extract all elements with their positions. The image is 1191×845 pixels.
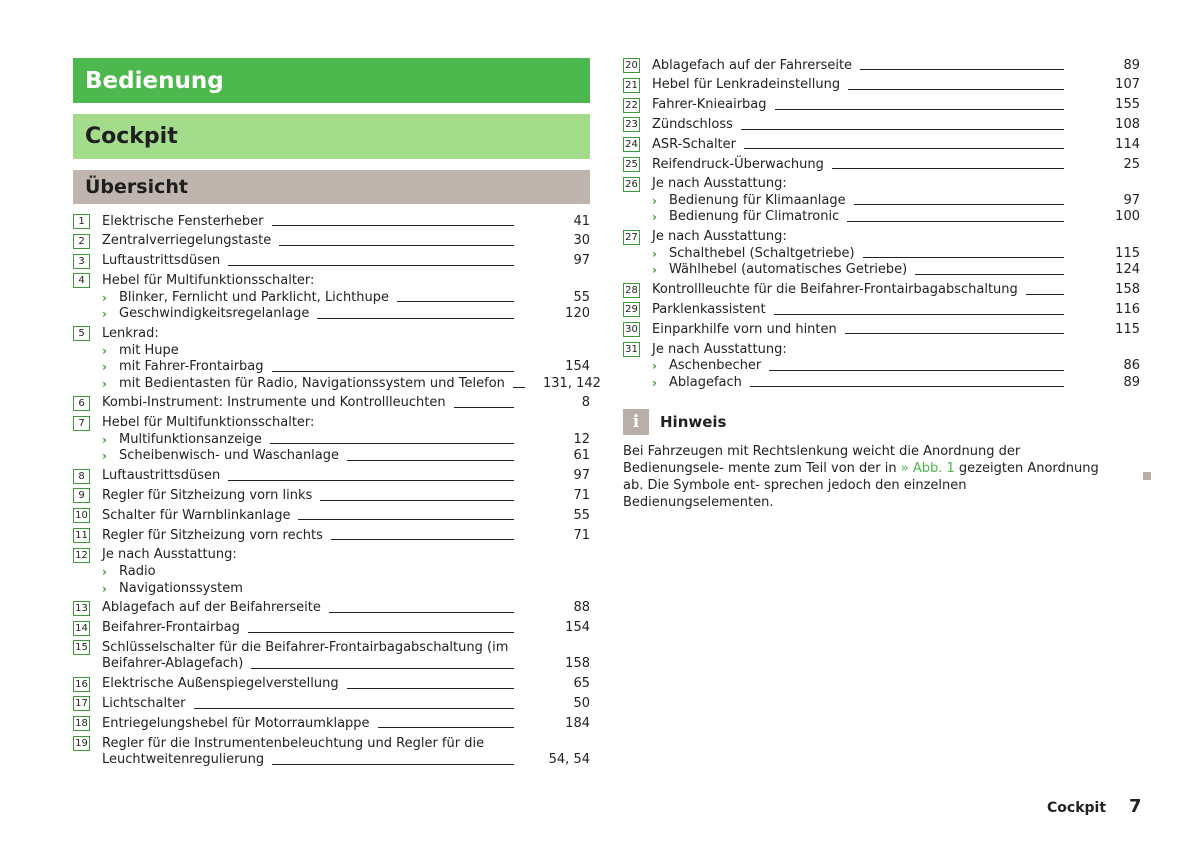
list-item — [623, 76, 1140, 96]
sub-item-label: Ablagefach — [669, 374, 742, 390]
leader-line — [329, 612, 514, 613]
item-label: Kontrollleuchte für die Beifahrer-Frontairbagabschaltung — [652, 282, 1018, 298]
page-reference[interactable]: 8 — [581, 395, 590, 411]
page-reference[interactable]: 61 — [573, 448, 590, 464]
list-item — [73, 619, 590, 639]
item-number-badge: 24 — [623, 137, 640, 152]
leader-line — [741, 129, 1064, 130]
page-reference[interactable]: 184 — [565, 715, 590, 731]
item-row — [102, 620, 590, 637]
list-item — [73, 271, 590, 324]
chevron-right-icon: › — [102, 343, 107, 358]
leader-line — [248, 632, 514, 633]
item-number-badge: 26 — [623, 177, 640, 192]
item-label: Lenkrad: — [102, 325, 159, 341]
item-row — [652, 157, 1140, 174]
leader-line — [769, 370, 1064, 371]
page-reference[interactable]: 124 — [1115, 262, 1140, 278]
item-number-badge: 3 — [73, 254, 90, 269]
leader-line — [279, 245, 514, 246]
page-reference[interactable]: 89 — [1123, 374, 1140, 390]
list-item — [73, 232, 590, 252]
leader-line — [270, 443, 514, 444]
item-label: Reifendruck-Überwachung — [652, 156, 824, 172]
page-reference[interactable]: 116 — [1115, 302, 1140, 317]
right-column — [623, 56, 1140, 511]
item-label: Beifahrer-Frontairbag — [102, 620, 240, 636]
item-number-badge: 18 — [73, 716, 90, 731]
item-row — [102, 752, 590, 769]
item-label: Fahrer-Knieairbag — [652, 97, 767, 113]
leader-line — [272, 225, 514, 226]
page-reference[interactable]: 158 — [565, 656, 590, 672]
leader-line — [774, 314, 1064, 315]
item-label: Hebel für Multifunktionsschalter: — [102, 415, 315, 431]
item-row — [102, 468, 590, 485]
sub-item-label: mit Hupe — [119, 342, 179, 358]
chevron-right-icon: › — [102, 581, 107, 596]
chevron-right-icon: › — [102, 564, 107, 579]
page-reference[interactable]: 158 — [1115, 282, 1140, 298]
item-row — [102, 253, 590, 270]
item-label: Leuchtweitenregulierung — [102, 752, 265, 768]
list-item — [623, 175, 1140, 228]
list-item — [623, 228, 1140, 281]
page-reference[interactable]: 65 — [573, 676, 590, 692]
leader-line — [251, 668, 514, 669]
item-label: Regler für die Instrumentenbeleuchtung und Regler für die — [102, 735, 485, 751]
page-reference[interactable]: 97 — [1123, 192, 1140, 208]
leader-line — [848, 89, 1064, 90]
item-row — [652, 137, 1140, 154]
page-reference[interactable]: 12 — [573, 431, 590, 447]
page-reference[interactable]: 71 — [573, 527, 590, 543]
list-item — [73, 467, 590, 487]
sub-item — [652, 375, 1140, 392]
leader-line — [317, 318, 514, 319]
page-reference[interactable]: 154 — [565, 620, 590, 636]
item-row — [102, 547, 590, 564]
item-row — [652, 97, 1140, 114]
item-number-badge: 29 — [623, 302, 640, 317]
item-number-badge: 31 — [623, 342, 640, 357]
item-number-badge: 7 — [73, 416, 90, 431]
list-item — [73, 324, 601, 394]
list-item — [623, 281, 1140, 301]
item-number-badge: 8 — [73, 469, 90, 484]
page-reference[interactable]: 89 — [1123, 57, 1140, 73]
list-item — [73, 506, 590, 526]
list-item — [623, 135, 1140, 155]
item-number-badge: 14 — [73, 621, 90, 636]
page-reference[interactable]: 114 — [1115, 136, 1140, 152]
list-item — [73, 675, 590, 695]
item-number-badge: 6 — [73, 396, 90, 411]
list-item — [73, 526, 590, 546]
page-reference[interactable]: 30 — [573, 233, 590, 249]
item-label: Schlüsselschalter für die Beifahrer-Frontairbagabschaltung (im — [102, 639, 509, 655]
list-item — [73, 599, 590, 619]
list-item — [73, 546, 590, 599]
sub-item-label: mit Fahrer-Frontairbag — [119, 359, 264, 375]
item-label: Entriegelungshebel für Motorraumklappe — [102, 715, 370, 731]
chevron-right-icon: › — [102, 290, 107, 305]
item-number-badge: 9 — [73, 488, 90, 503]
item-number-badge: 20 — [623, 58, 640, 73]
overview-list-right — [623, 56, 1140, 393]
item-row — [102, 528, 590, 545]
list-item — [623, 115, 1140, 135]
sub-item — [102, 448, 590, 465]
page-reference[interactable]: 97 — [573, 468, 590, 484]
item-number-badge: 17 — [73, 696, 90, 711]
item-label: Luftaustrittsdüsen — [102, 468, 221, 484]
leader-line — [744, 148, 1064, 149]
list-item — [623, 320, 1140, 340]
item-number-badge: 1 — [73, 214, 90, 229]
item-label: Hebel für Lenkradeinstellung — [652, 77, 841, 93]
item-label: Beifahrer-Ablagefach) — [102, 656, 244, 672]
item-row — [102, 656, 590, 673]
list-item — [73, 414, 590, 467]
sub-item-label: Schalthebel (Schaltgetriebe) — [669, 245, 855, 261]
item-label: Je nach Ausstattung: — [652, 229, 787, 245]
item-number-badge: 2 — [73, 234, 90, 249]
sub-item — [102, 375, 601, 393]
leader-line — [228, 265, 514, 266]
item-number-badge: 19 — [73, 736, 90, 751]
sub-item — [652, 246, 1140, 263]
item-label: Regler für Sitzheizung vorn rechts — [102, 527, 323, 543]
page-reference[interactable]: 120 — [565, 306, 590, 322]
chevron-right-icon: › — [102, 432, 107, 447]
item-row — [652, 117, 1140, 134]
item-row — [102, 395, 590, 412]
leader-line — [320, 500, 514, 501]
item-number-badge: 4 — [73, 273, 90, 288]
item-number-badge: 30 — [623, 322, 640, 337]
chapter-heading: Cockpit — [73, 114, 590, 159]
item-row — [102, 214, 590, 231]
item-row — [652, 322, 1140, 339]
item-label: Luftaustrittsdüsen — [102, 253, 221, 269]
list-item — [73, 714, 590, 734]
item-number-badge: 5 — [73, 326, 90, 341]
leader-line — [272, 764, 514, 765]
item-label: Hebel für Multifunktionsschalter: — [102, 272, 315, 288]
item-row — [652, 77, 1140, 94]
page-reference[interactable]: 71 — [573, 488, 590, 503]
item-label: Einparkhilfe vorn und hinten — [652, 321, 837, 337]
leader-line — [750, 386, 1064, 387]
chevron-right-icon: › — [652, 359, 657, 374]
item-row — [102, 326, 590, 343]
page-reference[interactable]: 88 — [573, 600, 590, 616]
list-item — [73, 394, 590, 414]
sub-item-label: Aschenbecher — [669, 358, 762, 374]
page-reference[interactable]: 86 — [1123, 358, 1140, 374]
item-label: Elektrische Fensterheber — [102, 213, 264, 229]
leader-line — [863, 257, 1064, 258]
chevron-right-icon: › — [652, 375, 657, 390]
left-column — [73, 58, 601, 770]
item-row — [102, 233, 590, 250]
page-reference[interactable]: 154 — [565, 359, 590, 375]
leader-line — [854, 204, 1064, 205]
page-reference[interactable]: 50 — [573, 696, 590, 712]
chevron-right-icon: › — [652, 193, 657, 208]
sub-item-label: Blinker, Fernlicht und Parklicht, Lichthupe — [119, 289, 390, 305]
sub-item — [102, 581, 590, 598]
list-item — [73, 486, 590, 506]
item-label: Parklenkassistent — [652, 302, 766, 317]
note-text-after: gezeigten Anordnung ab. Die Symbole ent- sprechen jedoch den einzelnen Bedienungselementen. — [623, 460, 1099, 510]
item-row — [652, 229, 1140, 246]
chevron-right-icon: › — [102, 449, 107, 464]
item-label: Zündschloss — [652, 116, 733, 132]
page-reference[interactable]: 54, 54 — [548, 752, 590, 768]
item-row — [652, 342, 1140, 359]
item-row — [102, 716, 590, 733]
leader-line — [1026, 294, 1064, 295]
sub-item-label: Geschwindigkeitsregelanlage — [119, 306, 310, 322]
sub-item-label: Radio — [119, 563, 156, 579]
note-text — [623, 443, 1118, 511]
list-item — [73, 252, 590, 272]
item-label: Kombi-Instrument: Instrumente und Kontrollleuchten — [102, 395, 446, 411]
info-icon: i — [623, 409, 649, 435]
list-item — [623, 340, 1140, 393]
item-label: ASR-Schalter — [652, 136, 736, 152]
sub-item — [652, 193, 1140, 210]
item-number-badge: 25 — [623, 157, 640, 172]
page-reference[interactable]: 115 — [1115, 245, 1140, 261]
page-reference[interactable]: 131, 142 — [543, 375, 601, 391]
leader-line — [513, 387, 525, 388]
item-row — [102, 600, 590, 617]
leader-line — [454, 407, 514, 408]
item-number-badge: 22 — [623, 98, 640, 113]
item-number-badge: 10 — [73, 508, 90, 523]
figure-link[interactable]: » Abb. 1 — [900, 460, 955, 476]
item-label: Ablagefach auf der Fahrerseite — [652, 57, 853, 73]
item-number-badge: 12 — [73, 548, 90, 563]
note-title: Hinweis — [660, 412, 727, 431]
item-row — [102, 508, 590, 525]
leader-line — [915, 274, 1064, 275]
item-label: Je nach Ausstattung: — [652, 341, 787, 357]
page-reference[interactable]: 55 — [573, 289, 590, 305]
sub-item-label: Scheibenwisch- und Waschanlage — [119, 448, 340, 464]
list-item — [73, 212, 590, 232]
item-number-badge: 15 — [73, 640, 90, 655]
list-item — [73, 734, 590, 770]
sub-item — [652, 262, 1140, 279]
end-marker — [1143, 472, 1151, 480]
chevron-right-icon: › — [102, 376, 107, 391]
item-row — [652, 282, 1140, 299]
sub-item — [652, 358, 1140, 375]
leader-line — [832, 168, 1064, 169]
sub-item — [102, 564, 590, 581]
item-label: Ablagefach auf der Beifahrerseite — [102, 600, 321, 616]
sub-item-label: mit Bedientasten für Radio, Navigationssystem und Telefon — [119, 375, 505, 391]
sub-item — [652, 209, 1140, 226]
item-label: Je nach Ausstattung: — [102, 547, 237, 563]
sub-item-label: Navigationssystem — [119, 580, 243, 596]
item-label: Schalter für Warnblinkanlage — [102, 507, 291, 523]
item-row — [652, 176, 1140, 193]
item-number-badge: 23 — [623, 117, 640, 132]
page-reference[interactable]: 100 — [1115, 209, 1140, 225]
footer-chapter-title: Cockpit — [1047, 800, 1107, 816]
list-item — [73, 694, 590, 714]
chevron-right-icon: › — [102, 360, 107, 375]
sub-item — [102, 290, 590, 307]
section-heading: Bedienung — [73, 58, 590, 103]
sub-item-label: Bedienung für Klimaanlage — [669, 192, 846, 208]
item-label: Elektrische Außenspiegelverstellung — [102, 676, 339, 692]
sub-item-label: Multifunktionsanzeige — [119, 431, 262, 447]
leader-line — [845, 333, 1064, 334]
leader-line — [228, 480, 514, 481]
item-number-badge: 11 — [73, 528, 90, 543]
sub-item — [102, 359, 590, 376]
page-reference[interactable]: 97 — [573, 253, 590, 269]
list-item — [73, 638, 590, 674]
item-row — [102, 696, 590, 713]
sub-item — [102, 432, 590, 449]
item-number-badge: 28 — [623, 283, 640, 298]
note-text-before: Bei Fahrzeugen mit Rechtslenkung weicht die Anordnung der Bedienungsele- mente zum Teil von der in — [623, 443, 1021, 476]
page-reference[interactable]: 25 — [1123, 156, 1140, 172]
leader-line — [847, 221, 1064, 222]
sub-item-label: Wählhebel (automatisches Getriebe) — [669, 262, 908, 278]
list-item — [623, 56, 1140, 76]
leader-line — [272, 371, 514, 372]
page-reference[interactable]: 155 — [1115, 97, 1140, 113]
leader-line — [347, 460, 514, 461]
item-number-badge: 16 — [73, 677, 90, 692]
leader-line — [397, 301, 514, 302]
page-reference[interactable]: 108 — [1115, 116, 1140, 132]
item-label: Lichtschalter — [102, 696, 186, 712]
chevron-right-icon: › — [652, 246, 657, 261]
leader-line — [860, 69, 1064, 70]
chevron-right-icon: › — [652, 263, 657, 278]
list-item — [623, 96, 1140, 116]
page-reference[interactable]: 115 — [1115, 321, 1140, 337]
note-box — [623, 409, 1140, 511]
note-header — [623, 409, 1140, 435]
sub-item-label: Bedienung für Climatronic — [669, 209, 840, 225]
leader-line — [194, 708, 514, 709]
sub-item — [102, 343, 590, 360]
page-reference[interactable]: 55 — [573, 507, 590, 523]
item-label: Zentralverriegelungstaste — [102, 233, 272, 249]
list-item — [623, 155, 1140, 175]
leader-line — [331, 539, 514, 540]
sub-item — [102, 306, 590, 323]
item-row — [652, 58, 1140, 75]
item-number-badge: 21 — [623, 78, 640, 93]
item-number-badge: 27 — [623, 230, 640, 245]
item-label: Je nach Ausstattung: — [652, 176, 787, 192]
list-item — [623, 300, 1140, 320]
item-label: Regler für Sitzheizung vorn links — [102, 488, 313, 503]
item-number-badge: 13 — [73, 601, 90, 616]
leader-line — [347, 688, 514, 689]
item-row — [652, 302, 1140, 319]
item-row — [102, 676, 590, 693]
item-row — [102, 273, 590, 290]
item-row — [102, 488, 590, 505]
leader-line — [378, 727, 514, 728]
subchapter-heading: Übersicht — [73, 170, 590, 204]
footer-page-number: 7 — [1129, 796, 1142, 817]
page-reference[interactable]: 107 — [1115, 77, 1140, 93]
page-reference[interactable]: 41 — [573, 213, 590, 229]
leader-line — [298, 519, 514, 520]
leader-line — [775, 109, 1064, 110]
chevron-right-icon: › — [102, 307, 107, 322]
overview-list-left — [73, 212, 601, 770]
item-row — [102, 415, 590, 432]
chevron-right-icon: › — [652, 210, 657, 225]
